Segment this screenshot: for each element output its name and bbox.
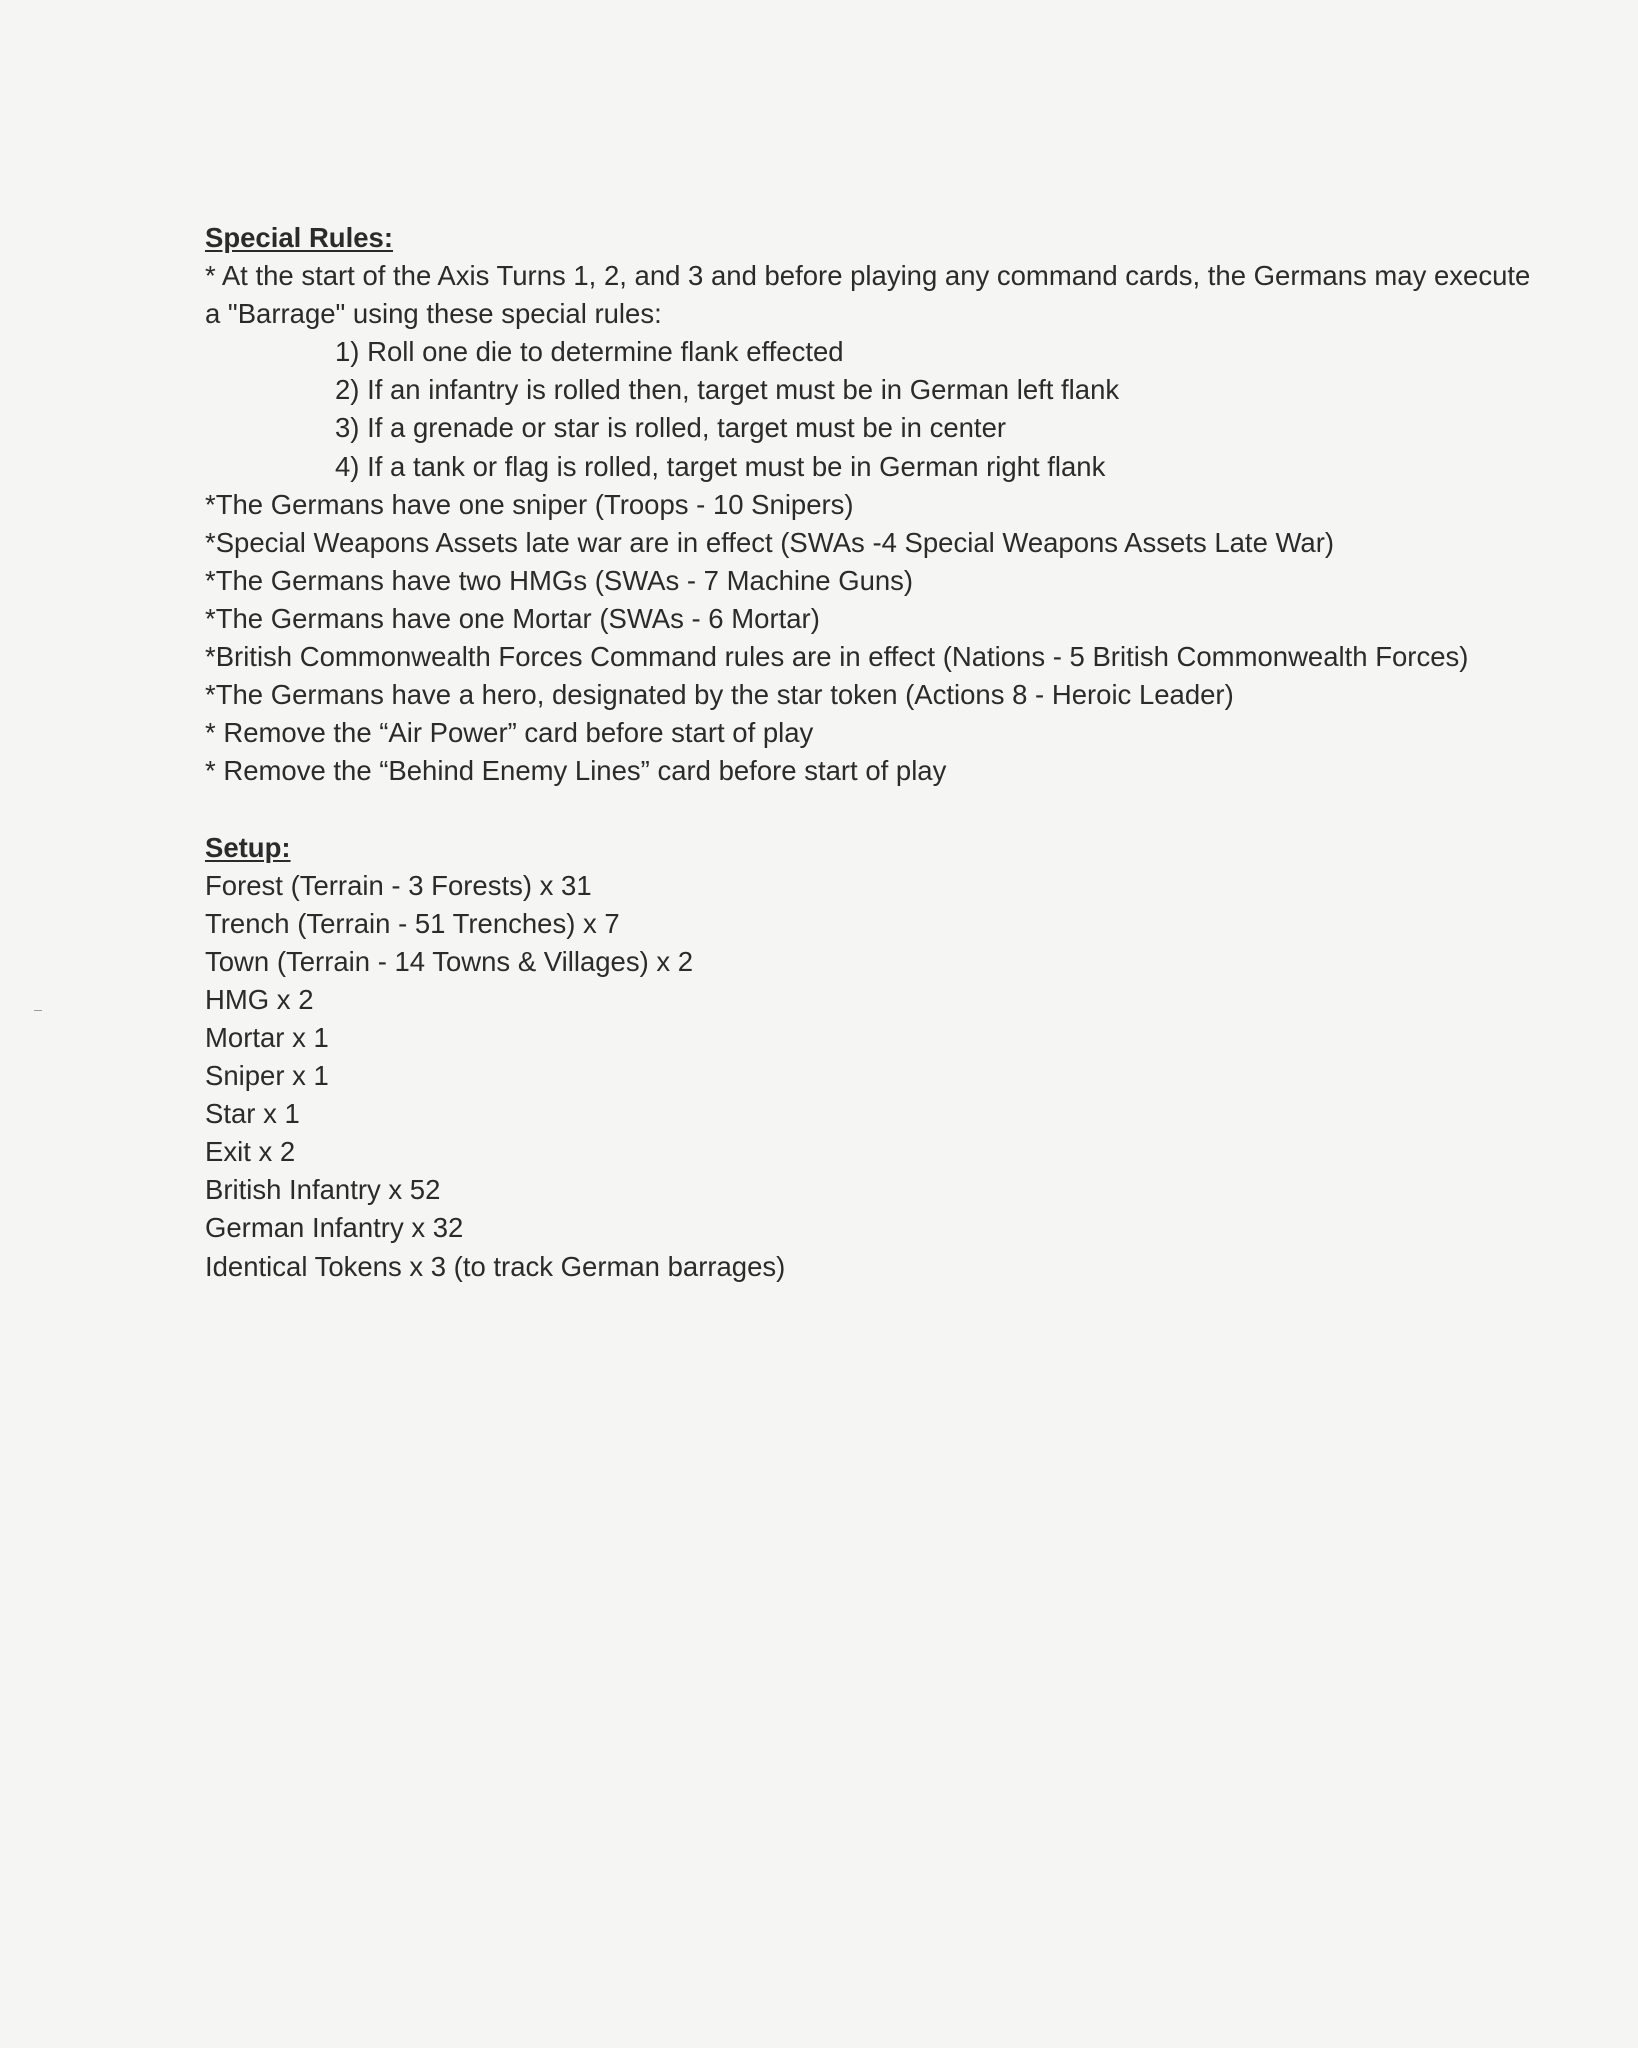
special-rules-heading: Special Rules: xyxy=(205,222,393,253)
barrage-step: 3) If a grenade or star is rolled, target must be in center xyxy=(335,412,1007,444)
special-rule-item: * Remove the “Behind Enemy Lines” card before start of play xyxy=(205,755,947,787)
barrage-intro: * At the start of the Axis Turns 1, 2, and 3 and before playing any command cards, the Germans may execute a "Barrage" using these special rules: xyxy=(205,260,1531,330)
barrage-step: 2) If an infantry is rolled then, target must be in German left flank xyxy=(335,374,1120,406)
special-rules-section xyxy=(205,219,1605,790)
special-rule-item: *The Germans have a hero, designated by the star token (Actions 8 - Heroic Leader) xyxy=(205,679,1234,711)
setup-item: Mortar x 1 xyxy=(205,1021,329,1053)
special-rule-item: *Special Weapons Assets late war are in effect (SWAs -4 Special Weapons Assets Late War) xyxy=(205,526,1335,558)
setup-item: Exit x 2 xyxy=(205,1136,296,1168)
special-rule-item: * Remove the “Air Power” card before start of play xyxy=(205,717,814,749)
setup-item: Star x 1 xyxy=(205,1098,300,1130)
setup-item: British Infantry x 52 xyxy=(205,1174,441,1206)
special-rule-item: *The Germans have two HMGs (SWAs - 7 Machine Guns) xyxy=(205,564,914,596)
setup-item: German Infantry x 32 xyxy=(205,1212,464,1244)
scan-mark xyxy=(34,1010,42,1011)
special-rule-item: *The Germans have one Mortar (SWAs - 6 Mortar) xyxy=(205,602,820,634)
setup-item: Sniper x 1 xyxy=(205,1060,329,1092)
setup-item: Trench (Terrain - 51 Trenches) x 7 xyxy=(205,907,620,939)
setup-item: HMG x 2 xyxy=(205,983,314,1015)
section-spacer xyxy=(205,790,1605,828)
setup-item: Identical Tokens x 3 (to track German barrages) xyxy=(205,1250,786,1282)
barrage-step: 4) If a tank or flag is rolled, target must be in German right flank xyxy=(335,450,1106,482)
special-rule-item: *British Commonwealth Forces Command rules are in effect (Nations - 5 British Commonwealth Forces) xyxy=(205,641,1469,673)
special-rule-item: *The Germans have one sniper (Troops - 10 Snipers) xyxy=(205,488,854,520)
setup-heading: Setup: xyxy=(205,831,291,863)
setup-item: Town (Terrain - 14 Towns & Villages) x 2 xyxy=(205,945,694,977)
setup-section xyxy=(205,829,1605,1286)
setup-item: Forest (Terrain - 3 Forests) x 31 xyxy=(205,869,592,901)
document-page xyxy=(205,219,1605,1286)
barrage-step: 1) Roll one die to determine flank effected xyxy=(335,336,844,368)
